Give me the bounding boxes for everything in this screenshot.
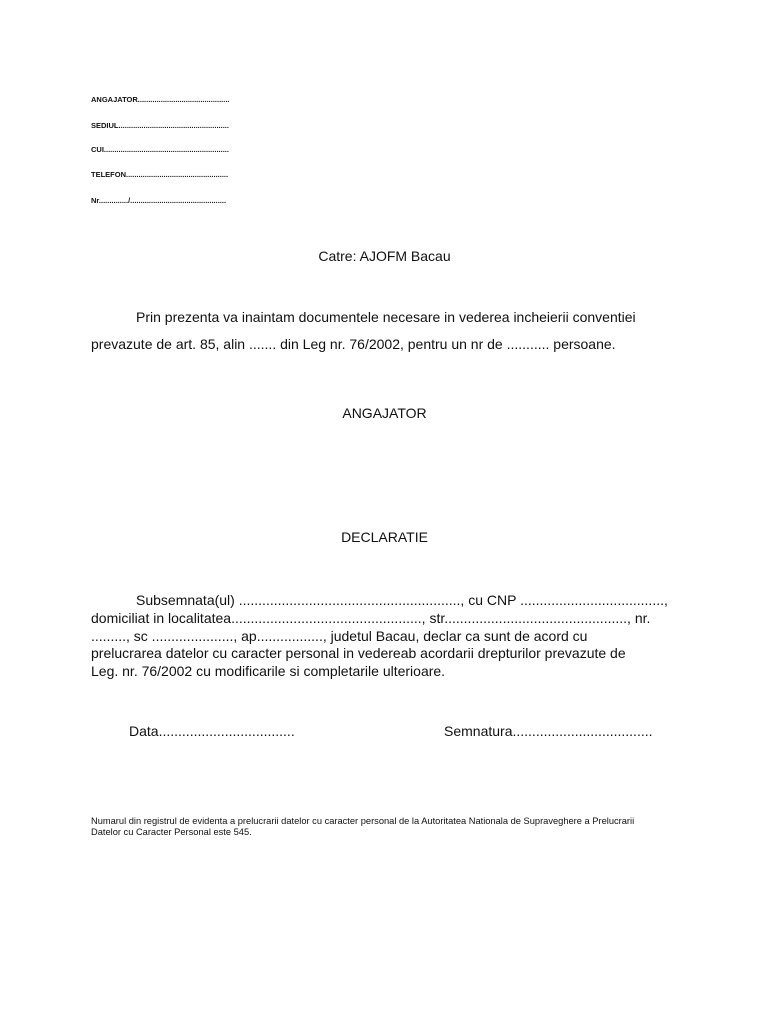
declaration-line: domiciliat in localitatea................................................., str..............................................., nr. — [91, 610, 651, 626]
declaration-line: Leg. nr. 76/2002 cu modificarile si completarile ulterioare. — [91, 663, 446, 679]
declaration-line: Subsemnata(ul) ........................................................., cu CNP ....................................., — [136, 592, 668, 608]
footer-note-line: Datelor cu Caracter Personal este 545. — [91, 827, 252, 837]
footer-note-line: Numarul din registrul de evidenta a prelucrarii datelor cu caracter personal de la Autoritatea Nationala de Supraveghere a Prelucrarii — [91, 816, 635, 826]
registration-number-field: Nr............../.............................................. — [91, 196, 227, 205]
cui-field: CUI............................................................ — [91, 145, 229, 154]
signature-field: Semnatura.................................... — [444, 723, 653, 739]
recipient-line: Catre: AJOFM Bacau — [318, 248, 451, 264]
date-field: Data................................... — [129, 723, 295, 739]
declaration-title: DECLARATIE — [341, 529, 428, 545]
employer-heading: ANGAJATOR — [342, 405, 427, 421]
headquarters-field: SEDIUL..................................................... — [91, 121, 229, 130]
employer-field: ANGAJATOR............................................ — [91, 95, 230, 104]
declaration-line: prelucrarea datelor cu caracter personal in vedereab acordarii drepturilor prevazute de — [91, 645, 626, 661]
declaration-line: ........., sc ....................., ap................., judetul Bacau, declar ca sunt de acord cu — [91, 628, 588, 644]
phone-field: TELEFON................................................. — [91, 170, 229, 179]
intro-line-2: prevazute de art. 85, alin ....... din Leg nr. 76/2002, pentru un nr de ........... persoane. — [91, 336, 616, 352]
intro-line-1: Prin prezenta va inaintam documentele necesare in vederea incheierii conventiei — [136, 309, 636, 325]
